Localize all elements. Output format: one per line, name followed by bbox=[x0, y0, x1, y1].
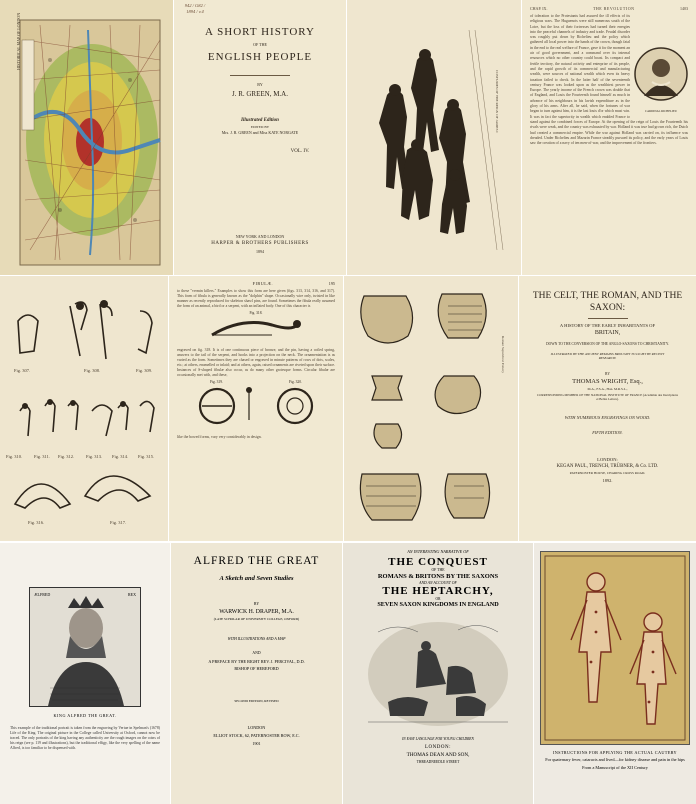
line-3: OF THE bbox=[431, 568, 445, 572]
tile-fibulae-text[interactable] bbox=[169, 276, 343, 541]
banner: IN EASY LANGUAGE FOR YOUNG CHILDREN bbox=[402, 737, 474, 741]
tile-short-history-title[interactable] bbox=[174, 0, 346, 275]
volume: VOL. IV. bbox=[290, 149, 310, 154]
year: 1901 bbox=[252, 741, 261, 746]
conquest-engraving bbox=[348, 612, 528, 732]
degrees: M.A., F.S.A., Hon. M.R.S.L., bbox=[587, 387, 628, 391]
manuscript-frame bbox=[540, 551, 690, 745]
page-number: 195 bbox=[328, 281, 335, 286]
line-1: AN INTERESTING NARRATIVE OF bbox=[407, 549, 469, 554]
header-title: FIBULÆ. bbox=[252, 281, 274, 286]
title-line-1: A SHORT HISTORY bbox=[205, 26, 315, 38]
fig-320-caption: Fig. 320. bbox=[289, 380, 302, 384]
line-2: THE CONQUEST bbox=[388, 556, 488, 568]
cautery-figure bbox=[541, 552, 689, 744]
by-label: BY bbox=[253, 602, 260, 606]
portrait-caption: CARDINAL RICHELIEU bbox=[645, 109, 677, 113]
year: 1894 bbox=[256, 249, 264, 254]
author: J. R. GREEN, M.A. bbox=[231, 90, 288, 98]
address: THREADNEEDLE STREET bbox=[416, 760, 460, 764]
header-right: 1403 bbox=[679, 6, 688, 11]
place: LONDON: bbox=[425, 745, 451, 750]
alfred-engraving bbox=[30, 588, 140, 706]
illustrations: WITH ILLUSTRATIONS AND A MAP bbox=[227, 637, 286, 641]
line-8: SEVEN SAXON KINGDOMS IN ENGLAND bbox=[377, 601, 499, 608]
by-label: BY bbox=[605, 372, 610, 376]
header-center: THE REVOLUTION bbox=[592, 6, 635, 11]
and-label: AND bbox=[252, 651, 261, 655]
publisher: ELLIOT STOCK, 62, PATERNOSTER ROW, E.C. bbox=[213, 733, 300, 738]
subtitle: A Sketch and Seven Studies bbox=[219, 575, 294, 582]
fig-313: Fig. 313. bbox=[86, 454, 103, 459]
caption-3: From a Manuscript of the XII Century bbox=[582, 764, 648, 770]
edition: SECOND EDITION, REVISED bbox=[234, 699, 279, 703]
publisher: KEGAN PAUL, TRENCH, TRÜBNER, & Co. LTD. bbox=[556, 464, 659, 469]
author-note: (LATE SCHOLAR OF UNIVERSITY COLLEGE, OXFORD) bbox=[213, 617, 300, 621]
affiliation: CORRESPONDING MEMBER OF THE NATIONAL INSTITUTE OF FRANCE (Académie des Inscriptions et Belles Lettres). bbox=[537, 393, 678, 401]
place: LONDON bbox=[247, 725, 266, 730]
tile-fibulae-figures[interactable] bbox=[0, 276, 168, 541]
line-7: OR bbox=[435, 597, 441, 601]
title-line-2: ENGLISH PEOPLE bbox=[207, 51, 313, 63]
publisher: HARPER & BROTHERS PUBLISHERS bbox=[211, 241, 309, 246]
portrait-frame bbox=[29, 587, 141, 707]
subtitle-3: DOWN TO THE CONVERSION OF THE ANGLO-SAXONS TO CHRISTIANITY. bbox=[546, 342, 669, 346]
costume-engraving bbox=[347, 0, 521, 275]
page-body: of toleration to the Protestants had assured the ill effects of its religious wars. The Huguenots were still numerous south of the Loire, but the loss of their fortresses had turned their energies into the peaceful channels of industry and trade. Feudal disorder was roughly put down by Richelieu and the policy which gathered all local power into the hands of the crown, though fatal in the end to the real welfare of France, gave it for the moment an air of good government, and a command over its internal resources which no other country could boast. Its compact and fertile territory, the natural activity and enterprise of its people, and the rapid growth of its commercial and manufacturing wealth, were sources of national wealth which even its heavy taxation failed to check. In the latter half of the seventeenth century France was looked upon as the wealthiest power in Europe. The yearly income of the French crown was double that of England, and Louis the Fourteenth found himself as much in advance of his neighbours in his lavish expenditure as in the glory of his arms. After all, he said, when the fortunes of war began to turn against him, it is the last louis d'or which must win. It was in fact the superiority in wealth which enabled France to stand against the combined forces of Europe. At the opening of the reign of Louis the Fourteenth his rivals were weak, and the country was exhausted by war. Holland it was true had grown rich, the Dutch had created a commercial empire. While the war against Holland was carried on, its influence was dreaded. Under Richelieu and Mazarin France steadily pursued its policy, and the early years of Louis saw the creation of a navy of ten men-of-war, and the improvement of the frontiers. bbox=[530, 14, 688, 146]
tile-costume-figures[interactable] bbox=[347, 0, 521, 275]
address: PATERNOSTER HOUSE, CHARING CROSS ROAD. bbox=[569, 471, 646, 475]
tile-alfred-portrait[interactable] bbox=[0, 543, 170, 804]
tile-london-map[interactable] bbox=[0, 0, 173, 275]
year: 1892. bbox=[602, 478, 613, 483]
caption-2: For quaternary fever, cataracts and lived—for kidney disease and pain in the hips bbox=[545, 757, 685, 763]
edition: Illustrated Edition bbox=[241, 118, 279, 123]
place: NEW YORK AND LONDON bbox=[235, 234, 285, 239]
tile-conquest-narrative[interactable] bbox=[343, 543, 533, 804]
pottery-engraving bbox=[344, 276, 518, 541]
handwritten-shelfmark: 942 / G82 / 1894 / v.4 bbox=[184, 3, 206, 14]
pottery-side-caption: Roman Sepulchral Pottery bbox=[501, 336, 505, 373]
fig-308: Fig. 308. bbox=[84, 368, 101, 373]
portrait-caption: KING ALFRED THE GREAT. bbox=[53, 713, 117, 718]
line-5: AND AN ACCOUNT OF bbox=[419, 581, 457, 585]
fig-311: Fig. 311. bbox=[34, 454, 50, 459]
header-left: CHAP. IX. bbox=[530, 6, 548, 11]
tile-celt-roman-saxon-title[interactable] bbox=[519, 276, 696, 541]
title: THE CELT, THE ROMAN, AND THE SAXON: bbox=[532, 291, 683, 313]
place: LONDON: bbox=[597, 457, 618, 462]
fig-312: Fig. 312. bbox=[58, 454, 75, 459]
fig-316: Fig. 316. bbox=[28, 520, 45, 525]
fig-309: Fig. 309. bbox=[136, 368, 153, 373]
circular-fibulae bbox=[177, 384, 335, 430]
preface-2: BISHOP OF HEREFORD bbox=[234, 666, 279, 671]
fig-317: Fig. 317. bbox=[110, 520, 127, 525]
subtitle-1: A HISTORY OF THE EARLY INHABITANTS OF bbox=[559, 323, 656, 328]
tile-cautery-manuscript[interactable] bbox=[534, 543, 696, 804]
line-4: ROMANS & BRITONS BY THE SAXONS bbox=[377, 573, 499, 580]
editors: Mrs. J. R. GREEN and Miss KATE NORGATE bbox=[221, 130, 299, 135]
caption-1: INSTRUCTIONS FOR APPLYING THE ACTUAL CAUTERY bbox=[553, 750, 677, 755]
portrait-frame bbox=[634, 44, 688, 114]
portrait-label-left: ÆLFRED bbox=[34, 592, 51, 597]
title-of-the: OF THE bbox=[253, 42, 267, 47]
line-6: THE HEPTARCHY, bbox=[382, 585, 494, 597]
illustrated: ILLUSTRATED BY THE ANCIENT REMAINS BROUGHT TO LIGHT BY RECENT RESEARCH. bbox=[550, 352, 665, 360]
by-label: BY bbox=[257, 82, 263, 87]
edition: FIFTH EDITION. bbox=[592, 430, 623, 435]
richelieu-portrait bbox=[634, 44, 688, 104]
fig-315: Fig. 315. bbox=[138, 454, 155, 459]
serpent-fibula bbox=[177, 315, 335, 343]
fig-307: Fig. 307. bbox=[14, 368, 31, 373]
paragraph-1: to these "vermin killers." Examples to show this form are here given (figs. 313, 314, 316, and 317). This form of fibula is generally known as the "dolphin" shape. Occasionally wire only, twisted in like manner as recently reproduced for skeleton shawl pins, are found. Sometimes the fibula really assumed the form of an animal, a bird or a serpent, with an inflated body. One of this character is bbox=[177, 289, 335, 308]
tile-alfred-title[interactable] bbox=[171, 543, 342, 804]
engravings: WITH NUMEROUS ENGRAVINGS ON WOOD. bbox=[564, 415, 651, 420]
fig-314: Fig. 314. bbox=[112, 454, 129, 459]
author: THOMAS WRIGHT, Esq., bbox=[572, 378, 643, 385]
tile-revolution-page[interactable] bbox=[522, 0, 696, 275]
costume-side-caption: COSTUMES OF THE REIGN OF JAMES I bbox=[495, 70, 499, 133]
edited-by: EDITED BY bbox=[250, 125, 270, 129]
author: WARWICK H. DRAPER, M.A. bbox=[219, 609, 294, 615]
paragraph-3: like the bowed forms, vary very considerably in design. bbox=[177, 435, 262, 439]
map-figure bbox=[0, 0, 173, 275]
fig-310: Fig. 310. bbox=[6, 454, 23, 459]
tile-pottery-figures[interactable] bbox=[344, 276, 518, 541]
map-title: HISTORICAL MAP OF LONDON bbox=[16, 12, 21, 70]
title: ALFRED THE GREAT bbox=[193, 555, 320, 567]
portrait-note: This example of the traditional portrait is taken from the engraving by Vertue in Spelman's (1678) Life of the King. The original picture in the College called University at Oxford, cannot now be traced. The only portraits of the king having any authenticity are the rough images on the coins of his reign (see p. 119 and illustrations), but the traditional effigy, like the very spelling of the name Alfred, is too familiar to be dispensed with. bbox=[10, 726, 160, 750]
preface-1: A PREFACE BY THE RIGHT REV. J. PERCIVAL, D.D. bbox=[208, 659, 305, 664]
paragraph-2: engraved on fig. 318. It is of one continuous piece of bronze, and the pin, having a coiled spring, answers to the tail of the serpent, and hooks into a projection on the neck. The ornamentation is as varied as the form. Sometimes they are chased or engraved in minute patterns of rows of dots, scales, etc.; at others, enamelled or inlaid; and at others, again, raised ornaments are riveted upon their surface. Instances of S-shaped fibulæ also occur, as do many other grotesque forms. Circular fibulæ are occasionally met with, and these, bbox=[177, 348, 335, 377]
subtitle-2: BRITAIN, bbox=[594, 330, 621, 336]
fig-318-caption: Fig. 318. bbox=[249, 311, 263, 315]
publisher: THOMAS DEAN AND SON, bbox=[406, 752, 470, 758]
fibulae-engraving bbox=[0, 276, 168, 541]
portrait-label-right: REX bbox=[128, 592, 136, 597]
fig-319-caption: Fig. 319. bbox=[210, 380, 223, 384]
